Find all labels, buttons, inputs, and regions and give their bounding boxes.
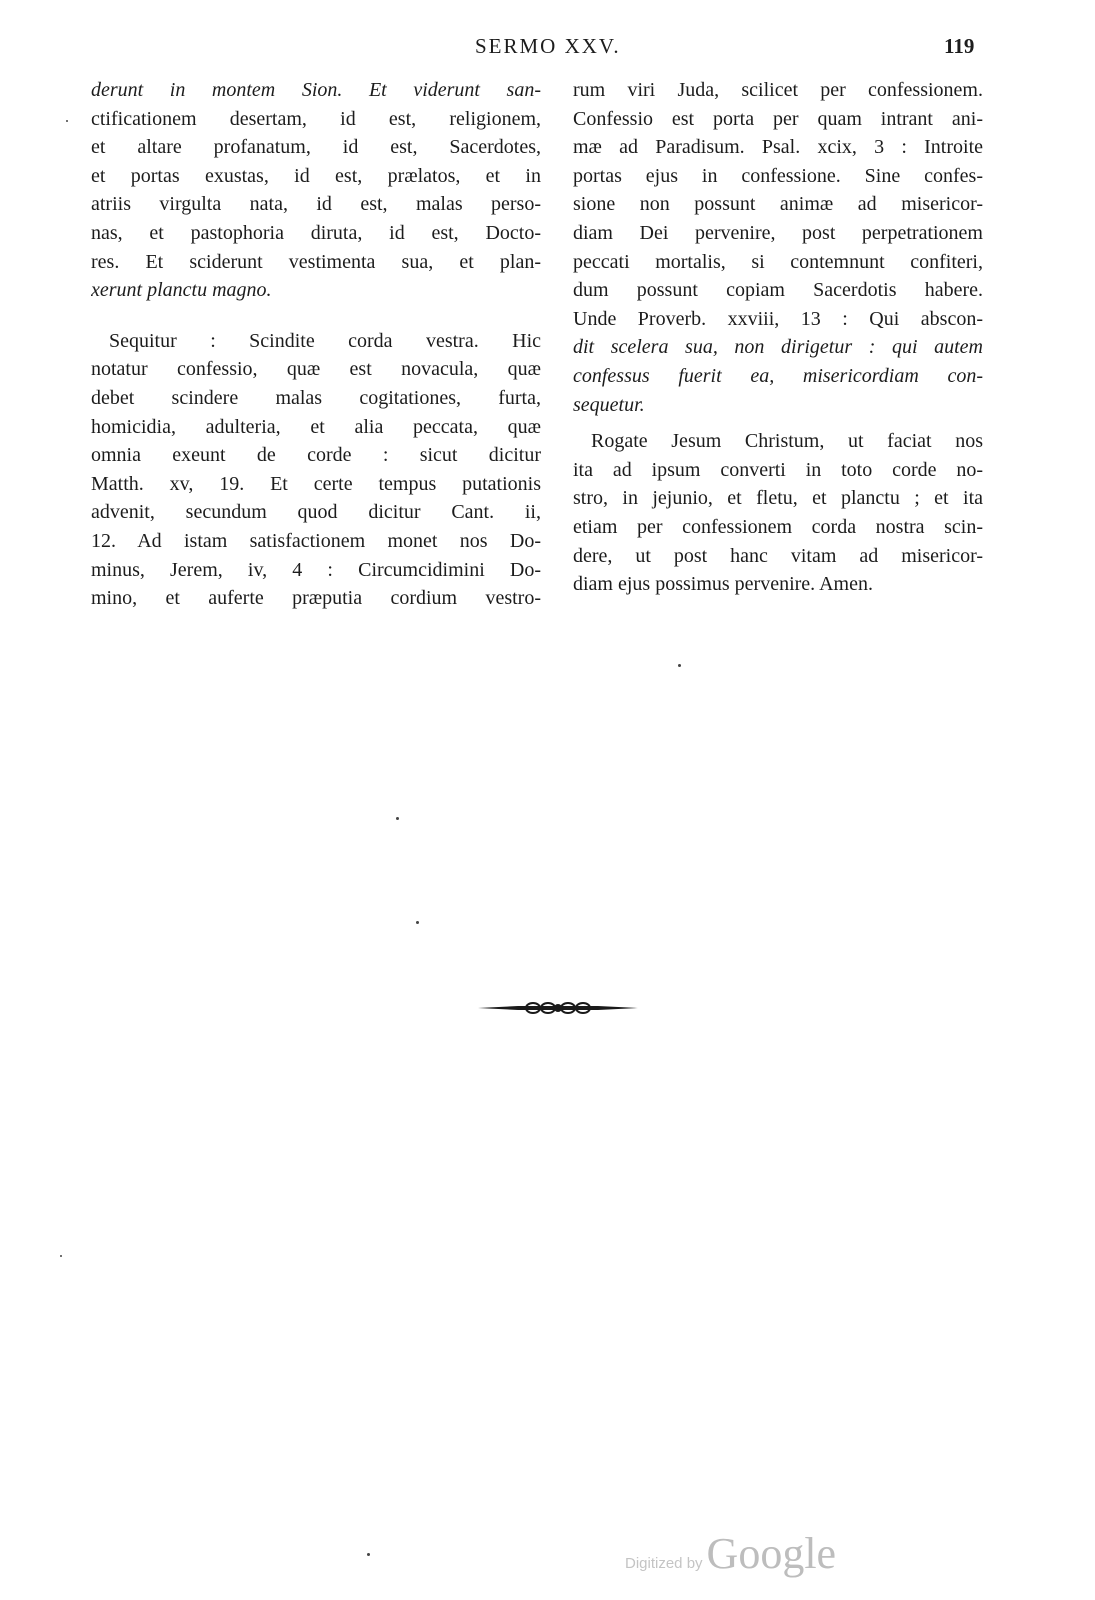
text-line: dit scelera sua, non dirigetur : qui autem [573, 336, 983, 359]
text-line: sequetur. [573, 393, 645, 416]
text-line: ita ad ipsum converti in toto corde no- [573, 458, 983, 481]
text-line: mæ ad Paradisum. Psal. xcix, 3 : Introite [573, 136, 983, 159]
end-ornament-icon [478, 1002, 638, 1014]
paragraph-gap [573, 419, 983, 427]
text-line: stro, in jejunio, et fletu, et planctu ; et ita [573, 487, 983, 510]
text-line: diam Dei pervenire, post perpetrationem [573, 221, 983, 244]
text-line: derunt in montem Sion. Et viderunt san- [91, 79, 541, 101]
text-line: portas ejus in confessione. Sine confes- [573, 164, 983, 187]
text-line: debet scindere malas cogitationes, furta, [91, 386, 541, 409]
text-line: peccati mortalis, si contemnunt confiteri, [573, 250, 983, 273]
text-line: atriis virgulta nata, id est, malas perso- [91, 193, 541, 216]
text-line: rum viri Juda, scilicet per confessionem. [573, 79, 983, 101]
text-line: notatur confessio, quæ est novacula, quæ [91, 358, 541, 381]
paragraph-gap [91, 305, 541, 327]
print-speck [66, 120, 68, 122]
text-line: res. Et sciderunt vestimenta sua, et plan- [91, 250, 541, 273]
text-line: confessus fuerit ea, misericordiam con- [573, 364, 983, 387]
text-line: Unde Proverb. xxviii, 13 : Qui abscon- [573, 307, 983, 330]
text-line: et portas exustas, id est, prælatos, et in [91, 164, 541, 187]
text-line: Matth. xv, 19. Et certe tempus putationis [91, 472, 541, 495]
left-column [91, 76, 541, 613]
text-line: minus, Jerem, iv, 4 : Circumcidimini Do- [91, 558, 541, 581]
text-line: sione non possunt animæ ad misericor- [573, 193, 983, 216]
text-line: Sequitur : Scindite corda vestra. Hic [109, 329, 541, 352]
text-line: diam ejus possimus pervenire. Amen. [573, 573, 873, 596]
print-speck [678, 664, 681, 667]
text-line: dere, ut post hanc vitam ad misericor- [573, 544, 983, 567]
text-line: et altare profanatum, id est, Sacerdotes, [91, 136, 541, 159]
print-speck [416, 921, 419, 924]
text-line: xerunt planctu magno. [91, 279, 272, 302]
text-line: etiam per confessionem corda nostra scin- [573, 515, 983, 538]
right-column [573, 76, 983, 599]
print-speck [367, 1553, 370, 1556]
print-speck [396, 817, 399, 820]
watermark-prefix: Digitized by [625, 1555, 703, 1572]
text-line: Rogate Jesum Christum, ut faciat nos [591, 430, 983, 453]
running-title: SERMO XXV. [475, 34, 621, 58]
text-line: advenit, secundum quod dicitur Cant. ii, [91, 501, 541, 524]
text-line: 12. Ad istam satisfactionem monet nos Do- [91, 529, 541, 552]
print-speck [60, 1255, 62, 1257]
watermark-brand: Google [706, 1529, 837, 1578]
text-line: Confessio est porta per quam intrant ani- [573, 107, 983, 130]
digitized-watermark [625, 1528, 836, 1579]
text-line: nas, et pastophoria diruta, id est, Docto- [91, 221, 541, 244]
text-line: ctificationem desertam, id est, religionem, [91, 107, 541, 130]
text-line: dum possunt copiam Sacerdotis habere. [573, 279, 983, 302]
text-line: mino, et auferte præputia cordium vestro- [91, 587, 541, 610]
page-number: 119 [944, 34, 975, 58]
text-line: omnia exeunt de corde : sicut dicitur [91, 444, 541, 467]
text-line: homicidia, adulteria, et alia peccata, quæ [91, 415, 541, 438]
